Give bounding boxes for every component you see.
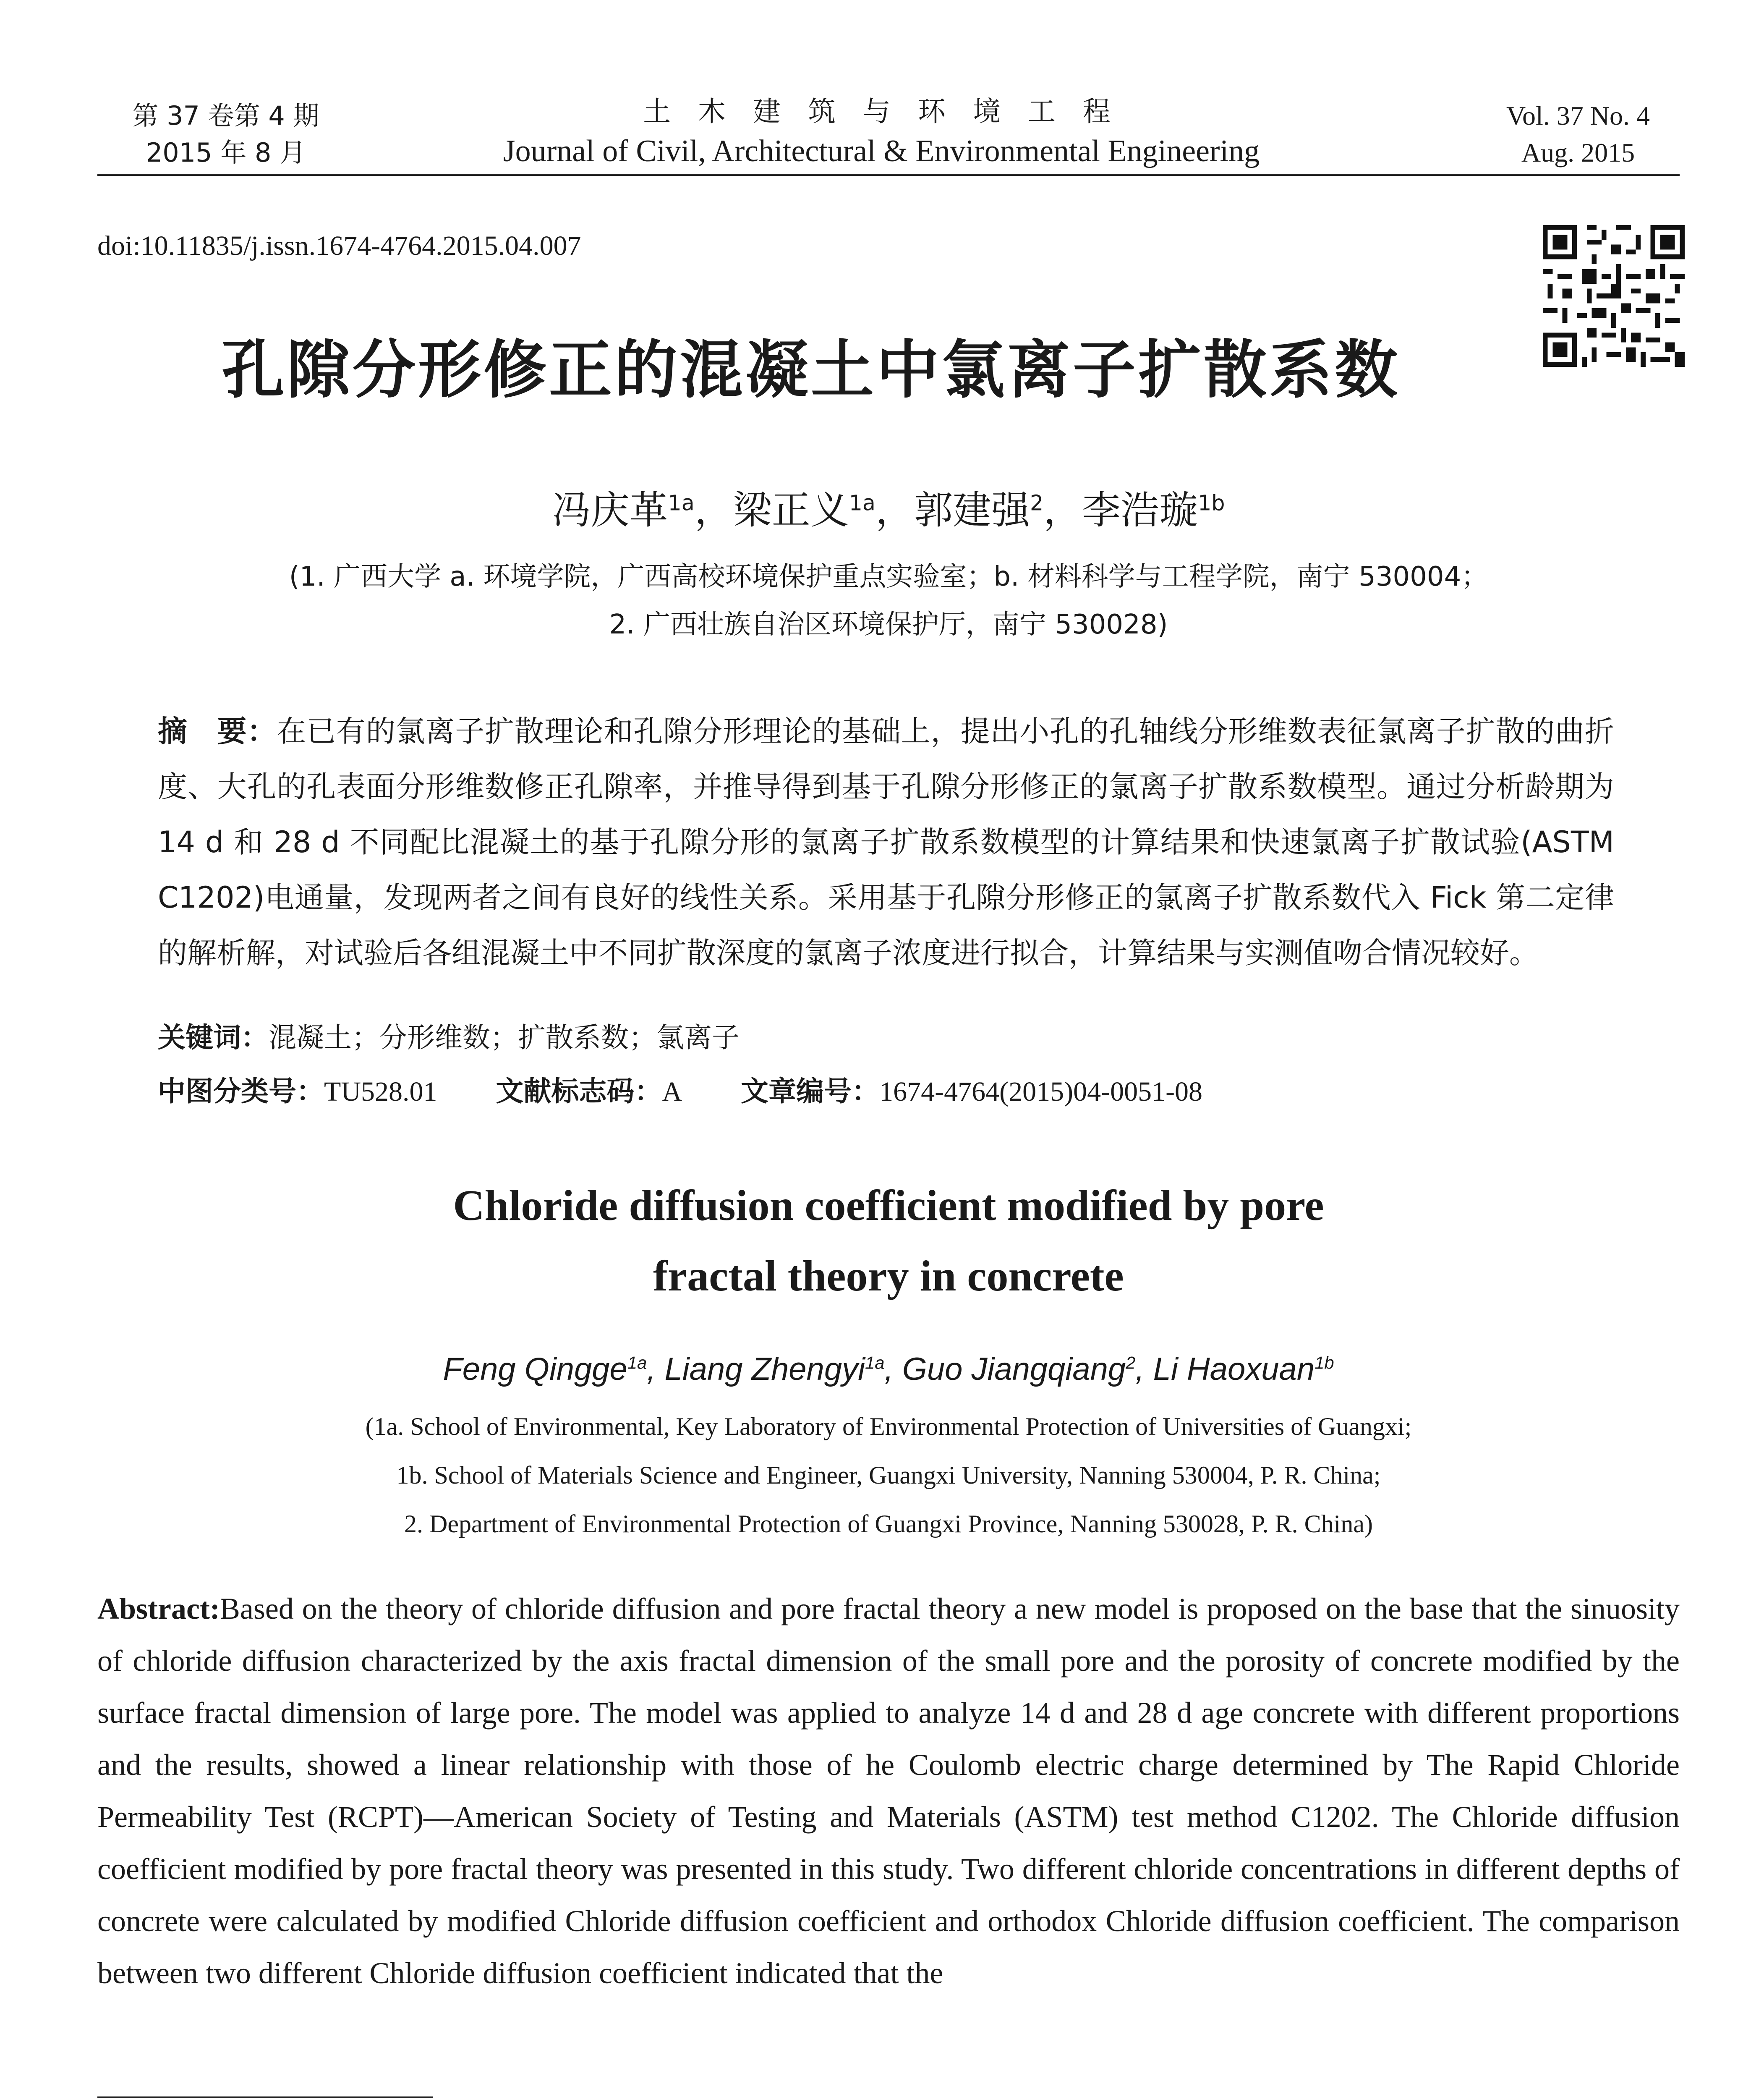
keywords-cn xyxy=(158,1015,1614,1055)
doc-code-label: 文献标志码： xyxy=(496,1075,662,1107)
author-affil-mark: 2 xyxy=(1030,490,1044,516)
journal-name-cn: 土 木 建 筑 与 环 境 工 程 xyxy=(643,95,1120,128)
journal-name xyxy=(378,92,1385,171)
author-name: ，李浩璇 xyxy=(1043,488,1198,533)
abstract-cn-text: 在已有的氯离子扩散理论和孔隙分形理论的基础上，提出小孔的孔轴线分形维数表征氯离子扩散的曲折度、大孔的孔表面分形维数修正孔隙率，并推导得到基于孔隙分形修正的氯离子扩散系数模型。通过分析龄期为 14 d 和 28 d 不同配比混凝土的基于孔隙分形的氯离子扩散系数模型的计算结果和快速氯离子扩散试验(ASTM C1202)电通量，发现两者之间有良好的线性关系。采用基于孔隙分形修正的氯离子扩散系数代入 Fick 第二定律的解析解，对试验后各组混凝土中不同扩散深度的氯离子浓度进行拟合，计算结果与实测值吻合情况较好。 xyxy=(158,714,1615,970)
journal-name-en: Journal of Civil, Architectural & Environmental Engineering xyxy=(503,134,1260,168)
abstract-en xyxy=(97,1583,1680,1999)
affiliation-en: (1a. School of Environmental, Key Laboratory of Environmental Protection of Universities of Guangxi; xyxy=(365,1413,1412,1440)
author-affil-mark: 1a xyxy=(668,490,695,516)
abstract-en-label: Abstract: xyxy=(97,1592,220,1625)
qr-code-icon xyxy=(1543,225,1685,367)
affiliation-cn: (1. 广西大学 a. 环境学院，广西高校环境保护重点实验室；b. 材料科学与工程学院，南宁 530004； xyxy=(289,561,1488,592)
date-en: Aug. 2015 xyxy=(1521,138,1635,168)
volume-issue-cn: 第 37 卷第 4 期 xyxy=(132,100,319,131)
title-en-line: Chloride diffusion coefficient modified by pore xyxy=(453,1181,1324,1230)
affiliation-en: 2. Department of Environmental Protection of Guangxi Province, Nanning 530028, P. R. China) xyxy=(404,1510,1373,1538)
author-name: Feng Qingge xyxy=(443,1351,627,1387)
clc-label: 中图分类号： xyxy=(158,1075,324,1107)
journal-volume-en xyxy=(1461,97,1696,171)
clc-value: TU528.01 xyxy=(324,1076,437,1107)
doi[interactable]: doi:10.11835/j.issn.1674-4764.2015.04.007 xyxy=(97,230,581,261)
author-affil-mark: 2 xyxy=(1126,1353,1136,1373)
classification-line xyxy=(158,1069,1614,1109)
author-name: ，郭建强 xyxy=(875,488,1030,533)
doc-code-value: A xyxy=(662,1076,682,1107)
abstract-cn-label: 摘 要： xyxy=(158,714,277,749)
author-affil-mark: 1a xyxy=(627,1353,647,1373)
article-title-cn: 孔隙分形修正的混凝土中氯离子扩散系数 xyxy=(221,334,1400,407)
affiliation-cn: 2. 广西壮族自治区环境保护厅，南宁 530028) xyxy=(609,609,1168,640)
author-affil-mark: 1b xyxy=(1198,490,1225,516)
title-en-line: fractal theory in concrete xyxy=(653,1252,1124,1300)
author-name: , Li Haoxuan xyxy=(1135,1351,1315,1387)
affiliation-en: 1b. School of Materials Science and Engineer, Guangxi University, Nanning 530004, P. R. China; xyxy=(396,1461,1381,1489)
author-affil-mark: 1b xyxy=(1315,1353,1334,1373)
abstract-cn xyxy=(158,704,1614,981)
article-number-label: 文章编号： xyxy=(741,1075,880,1107)
author-affil-mark: 1a xyxy=(849,490,875,516)
author-affil-mark: 1a xyxy=(865,1353,885,1373)
authors-en xyxy=(97,1351,1680,1387)
volume-issue-en: Vol. 37 No. 4 xyxy=(1506,101,1650,131)
header-divider xyxy=(97,174,1680,176)
author-name: , Guo Jiangqiang xyxy=(884,1351,1126,1387)
abstract-en-text: Based on the theory of chloride diffusion and pore fractal theory a new model is proposed on the base that the sinuosity of chloride diffusion characterized by the axis fractal dimension of the small pore and the porosity of concrete modified by the surface fractal dimension of large pore. The model was applied to analyze 14 d and 28 d age concrete with different proportions and the results, showed a linear relationship with those of he Coulomb electric charge determined by The Rapid Chloride Permeability Test (RCPT)—American Society of Testing and Materials (ASTM) test method C1202. The Chloride diffusion coefficient modified by pore fractal theory was presented in this study. Two different chloride concentrations in different depths of concrete were calculated by modified Chloride diffusion coefficient and orthodox Chloride diffusion coefficient. The comparison between two different Chloride diffusion coefficient indicated that the xyxy=(97,1592,1680,1990)
author-name: ，梁正义 xyxy=(694,488,849,533)
footnote-divider xyxy=(97,2096,433,2098)
article-title-en xyxy=(97,1170,1680,1311)
author-name: 冯庆革 xyxy=(552,488,668,533)
keywords-cn-label: 关键词： xyxy=(158,1021,269,1054)
authors-cn xyxy=(97,479,1680,535)
date-cn: 2015 年 8 月 xyxy=(146,137,306,168)
journal-volume-cn xyxy=(108,97,343,171)
keywords-cn-text: 混凝土；分形维数；扩散系数；氯离子 xyxy=(269,1021,740,1054)
author-name: , Liang Zhengyi xyxy=(647,1351,865,1387)
article-number-value: 1674-4764(2015)04-0051-08 xyxy=(879,1076,1203,1107)
